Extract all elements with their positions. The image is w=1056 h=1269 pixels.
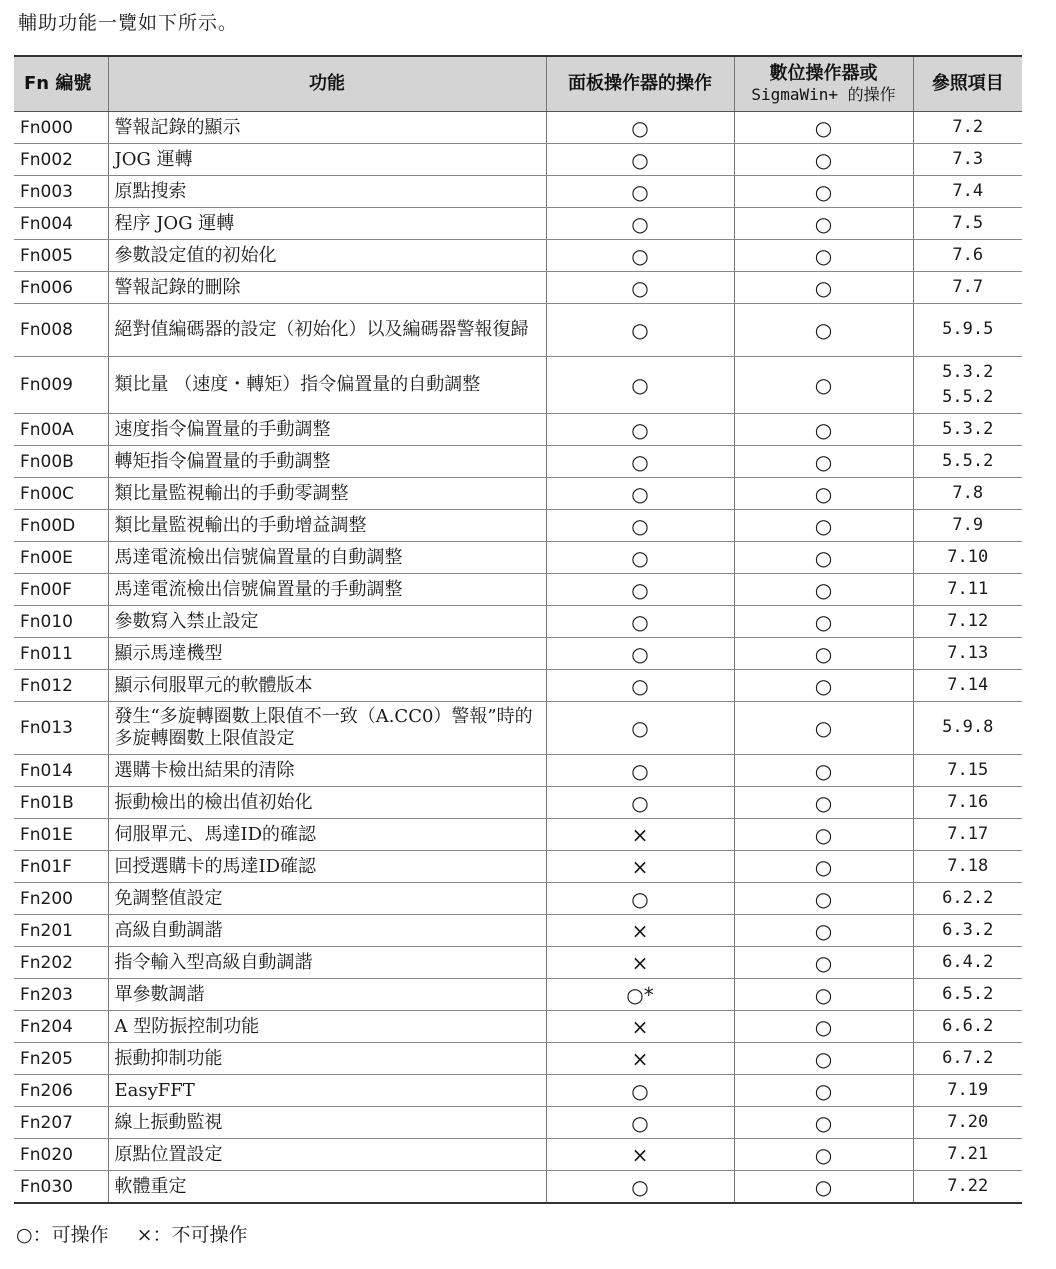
reference-cell (913, 1107, 1022, 1139)
digital-operation-cell: ○ (734, 883, 913, 915)
table-row (14, 1011, 1022, 1043)
legend-not-operable: ×：不可操作 (136, 1224, 248, 1246)
panel-operation-cell: ○ (546, 208, 734, 240)
table-row (14, 979, 1022, 1011)
reference-cell (913, 883, 1022, 915)
reference-cell (913, 819, 1022, 851)
reference-cell (913, 414, 1022, 446)
function-cell: JOG 運轉 (108, 144, 546, 176)
reference-value: 7.18 (947, 855, 989, 876)
digital-operation-cell: ○ (734, 357, 913, 414)
reference-value: 7.6 (952, 244, 984, 265)
panel-operation-cell: ○ (546, 542, 734, 574)
reference-value: 7.8 (952, 482, 984, 503)
legend-operable: ○：可操作 (16, 1224, 109, 1246)
table-row (14, 304, 1022, 357)
reference-value: 7.4 (952, 180, 984, 201)
reference-cell (913, 606, 1022, 638)
fn-number-cell: Fn006 (14, 272, 108, 304)
table-body (14, 112, 1022, 1204)
table-row (14, 1107, 1022, 1139)
header-fn-number: Fn 編號 (14, 56, 108, 112)
reference-value: 7.5 (952, 212, 984, 233)
digital-operation-cell: ○ (734, 979, 913, 1011)
reference-cell (913, 1043, 1022, 1075)
table-row (14, 947, 1022, 979)
panel-operation-cell: ○ (546, 670, 734, 702)
table-row (14, 446, 1022, 478)
panel-operation-cell: ○ (546, 883, 734, 915)
panel-operation-cell: ○* (546, 979, 734, 1011)
digital-operation-cell: ○ (734, 1139, 913, 1171)
reference-value: 6.2.2 (942, 887, 994, 908)
reference-value: 6.7.2 (942, 1047, 994, 1068)
digital-operation-cell: ○ (734, 1011, 913, 1043)
function-cell: 馬達電流檢出信號偏置量的自動調整 (108, 542, 546, 574)
digital-operation-cell: ○ (734, 574, 913, 606)
reference-cell (913, 1171, 1022, 1204)
reference-value: 5.9.5 (942, 319, 994, 340)
fn-number-cell: Fn004 (14, 208, 108, 240)
digital-operation-cell: ○ (734, 414, 913, 446)
fn-number-cell: Fn011 (14, 638, 108, 670)
function-cell: 原點位置設定 (108, 1139, 546, 1171)
panel-operation-cell: ○ (546, 1075, 734, 1107)
panel-operation-cell: ○ (546, 446, 734, 478)
digital-operation-cell: ○ (734, 638, 913, 670)
function-cell: 類比量監視輸出的手動增益調整 (108, 510, 546, 542)
function-cell: 伺服單元、馬達ID的確認 (108, 819, 546, 851)
function-cell: 軟體重定 (108, 1171, 546, 1204)
table-row (14, 574, 1022, 606)
reference-value: 7.3 (952, 148, 984, 169)
fn-number-cell: Fn205 (14, 1043, 108, 1075)
function-cell: 回授選購卡的馬達ID確認 (108, 851, 546, 883)
table-row (14, 1075, 1022, 1107)
reference-value: 7.12 (947, 610, 989, 631)
reference-cell (913, 670, 1022, 702)
panel-operation-cell: ○ (546, 1107, 734, 1139)
reference-value: 6.4.2 (942, 951, 994, 972)
header-digital-operation (734, 56, 913, 112)
reference-cell (913, 787, 1022, 819)
reference-cell (913, 755, 1022, 787)
panel-operation-cell: × (546, 915, 734, 947)
panel-operation-cell: ○ (546, 478, 734, 510)
header-reference: 參照項目 (913, 56, 1022, 112)
digital-operation-cell: ○ (734, 702, 913, 755)
reference-value: 7.19 (947, 1079, 989, 1100)
function-cell: 選購卡檢出結果的清除 (108, 755, 546, 787)
fn-number-cell: Fn020 (14, 1139, 108, 1171)
reference-cell (913, 979, 1022, 1011)
reference-cell (913, 574, 1022, 606)
digital-operation-cell: ○ (734, 1107, 913, 1139)
fn-number-cell: Fn013 (14, 702, 108, 755)
reference-cell (913, 208, 1022, 240)
reference-cell (913, 357, 1022, 414)
table-row (14, 883, 1022, 915)
reference-value: 6.3.2 (942, 919, 994, 940)
table-row (14, 510, 1022, 542)
digital-operation-cell: ○ (734, 819, 913, 851)
fn-number-cell: Fn002 (14, 144, 108, 176)
table-row (14, 787, 1022, 819)
reference-cell (913, 510, 1022, 542)
panel-operation-cell: × (546, 1043, 734, 1075)
digital-operation-cell: ○ (734, 542, 913, 574)
header-digital-line1: 數位操作器或 (769, 62, 878, 84)
function-cell: 振動檢出的檢出值初始化 (108, 787, 546, 819)
digital-operation-cell: ○ (734, 670, 913, 702)
function-cell: 原點搜索 (108, 176, 546, 208)
panel-operation-cell: ○ (546, 1171, 734, 1204)
fn-number-cell: Fn003 (14, 176, 108, 208)
table-row (14, 144, 1022, 176)
digital-operation-cell: ○ (734, 787, 913, 819)
digital-operation-cell: ○ (734, 176, 913, 208)
panel-operation-cell: × (546, 819, 734, 851)
panel-operation-cell: ○ (546, 112, 734, 144)
digital-operation-cell: ○ (734, 510, 913, 542)
digital-operation-cell: ○ (734, 755, 913, 787)
panel-operation-cell: × (546, 851, 734, 883)
reference-cell (913, 478, 1022, 510)
reference-value: 5.3.2 (942, 361, 994, 382)
reference-value: 7.2 (952, 116, 984, 137)
fn-number-cell: Fn010 (14, 606, 108, 638)
panel-operation-cell: ○ (546, 176, 734, 208)
panel-operation-cell: ○ (546, 638, 734, 670)
digital-operation-cell: ○ (734, 851, 913, 883)
fn-number-cell: Fn00D (14, 510, 108, 542)
reference-cell (913, 1075, 1022, 1107)
digital-operation-cell: ○ (734, 112, 913, 144)
reference-value: 5.5.2 (942, 450, 994, 471)
panel-operation-cell: ○ (546, 272, 734, 304)
reference-cell (913, 702, 1022, 755)
digital-operation-cell: ○ (734, 240, 913, 272)
function-cell: 參數設定值的初始化 (108, 240, 546, 272)
fn-number-cell: Fn203 (14, 979, 108, 1011)
function-cell: 警報記錄的刪除 (108, 272, 546, 304)
table-row (14, 542, 1022, 574)
fn-number-cell: Fn202 (14, 947, 108, 979)
reference-value: 7.14 (947, 674, 989, 695)
reference-cell (913, 947, 1022, 979)
reference-value: 7.16 (947, 791, 989, 812)
fn-number-cell: Fn207 (14, 1107, 108, 1139)
table-row (14, 851, 1022, 883)
function-cell: 類比量 （速度・轉矩）指令偏置量的自動調整 (108, 357, 546, 414)
fn-number-cell: Fn206 (14, 1075, 108, 1107)
fn-number-cell: Fn01B (14, 787, 108, 819)
panel-operation-cell: ○ (546, 702, 734, 755)
function-cell: 轉矩指令偏置量的手動調整 (108, 446, 546, 478)
function-cell: 類比量監視輸出的手動零調整 (108, 478, 546, 510)
panel-operation-cell: ○ (546, 144, 734, 176)
reference-value: 5.3.2 (942, 418, 994, 439)
table-row (14, 272, 1022, 304)
legend (16, 1220, 270, 1247)
reference-value: 7.17 (947, 823, 989, 844)
reference-cell (913, 851, 1022, 883)
function-cell: 線上振動監視 (108, 1107, 546, 1139)
reference-value: 6.5.2 (942, 983, 994, 1004)
table-row (14, 606, 1022, 638)
panel-operation-cell: ○ (546, 755, 734, 787)
digital-operation-cell: ○ (734, 1075, 913, 1107)
function-cell: 高級自動調諧 (108, 915, 546, 947)
function-cell: A 型防振控制功能 (108, 1011, 546, 1043)
function-cell: 速度指令偏置量的手動調整 (108, 414, 546, 446)
fn-number-cell: Fn005 (14, 240, 108, 272)
table-row (14, 702, 1022, 755)
panel-operation-cell: × (546, 1139, 734, 1171)
table-row (14, 1043, 1022, 1075)
intro-text: 輔助功能一覽如下所示。 (18, 12, 239, 34)
fn-number-cell: Fn01E (14, 819, 108, 851)
reference-cell (913, 304, 1022, 357)
panel-operation-cell: ○ (546, 414, 734, 446)
digital-operation-cell: ○ (734, 1043, 913, 1075)
reference-value: 6.6.2 (942, 1015, 994, 1036)
fn-number-cell: Fn00B (14, 446, 108, 478)
table-row (14, 670, 1022, 702)
fn-number-cell: Fn00C (14, 478, 108, 510)
reference-cell (913, 915, 1022, 947)
digital-operation-cell: ○ (734, 478, 913, 510)
function-cell: 警報記錄的顯示 (108, 112, 546, 144)
table-header-row (14, 56, 1022, 112)
reference-value: 5.9.8 (942, 717, 994, 738)
reference-cell (913, 240, 1022, 272)
reference-value: 7.9 (952, 514, 984, 535)
fn-number-cell: Fn00F (14, 574, 108, 606)
table-row (14, 112, 1022, 144)
function-cell: 參數寫入禁止設定 (108, 606, 546, 638)
digital-operation-cell: ○ (734, 446, 913, 478)
function-cell: 免調整值設定 (108, 883, 546, 915)
function-cell: 馬達電流檢出信號偏置量的手動調整 (108, 574, 546, 606)
digital-operation-cell: ○ (734, 272, 913, 304)
header-function: 功能 (108, 56, 546, 112)
panel-operation-cell: ○ (546, 304, 734, 357)
reference-cell (913, 112, 1022, 144)
fn-number-cell: Fn030 (14, 1171, 108, 1204)
function-cell: 振動抑制功能 (108, 1043, 546, 1075)
reference-value-secondary: 5.5.2 (942, 387, 994, 407)
panel-operation-cell: ○ (546, 606, 734, 638)
panel-operation-cell: ○ (546, 357, 734, 414)
table-row (14, 478, 1022, 510)
table-row (14, 1171, 1022, 1204)
reference-value: 7.7 (952, 276, 984, 297)
table-row (14, 819, 1022, 851)
panel-operation-cell: ○ (546, 240, 734, 272)
fn-number-cell: Fn012 (14, 670, 108, 702)
fn-number-cell: Fn00E (14, 542, 108, 574)
function-cell: 顯示馬達機型 (108, 638, 546, 670)
header-digital-line2: SigmaWin+ 的操作 (751, 85, 896, 105)
function-cell: EasyFFT (108, 1075, 546, 1107)
reference-cell (913, 176, 1022, 208)
fn-number-cell: Fn009 (14, 357, 108, 414)
fn-number-cell: Fn008 (14, 304, 108, 357)
reference-value: 7.20 (947, 1111, 989, 1132)
header-panel-operation: 面板操作器的操作 (546, 56, 734, 112)
panel-operation-cell: ○ (546, 787, 734, 819)
reference-value: 7.13 (947, 642, 989, 663)
reference-cell (913, 446, 1022, 478)
table-row (14, 1139, 1022, 1171)
digital-operation-cell: ○ (734, 915, 913, 947)
table-row (14, 414, 1022, 446)
digital-operation-cell: ○ (734, 208, 913, 240)
table-row (14, 755, 1022, 787)
function-cell: 絕對值編碼器的設定（初始化）以及編碼器警報復歸 (108, 304, 546, 357)
panel-operation-cell: ○ (546, 574, 734, 606)
reference-cell (913, 638, 1022, 670)
reference-value: 7.15 (947, 759, 989, 780)
panel-operation-cell: ○ (546, 510, 734, 542)
digital-operation-cell: ○ (734, 144, 913, 176)
fn-number-cell: Fn01F (14, 851, 108, 883)
panel-operation-cell: × (546, 947, 734, 979)
reference-cell (913, 272, 1022, 304)
function-cell: 程序 JOG 運轉 (108, 208, 546, 240)
reference-value: 7.11 (947, 578, 989, 599)
digital-operation-cell: ○ (734, 606, 913, 638)
table-row (14, 357, 1022, 414)
reference-cell (913, 542, 1022, 574)
reference-cell (913, 1139, 1022, 1171)
table-row (14, 208, 1022, 240)
table-row (14, 176, 1022, 208)
fn-number-cell: Fn00A (14, 414, 108, 446)
function-cell: 指令輸入型高級自動調諧 (108, 947, 546, 979)
table-row (14, 638, 1022, 670)
fn-number-cell: Fn014 (14, 755, 108, 787)
reference-value: 7.22 (947, 1175, 989, 1196)
aux-function-table (14, 55, 1022, 1204)
fn-number-cell: Fn201 (14, 915, 108, 947)
panel-operation-cell: × (546, 1011, 734, 1043)
function-cell: 發生“多旋轉圈數上限值不一致（A.CC0）警報”時的多旋轉圈數上限值設定 (108, 702, 546, 755)
function-cell: 單參數調諧 (108, 979, 546, 1011)
function-cell: 顯示伺服單元的軟體版本 (108, 670, 546, 702)
table-row (14, 240, 1022, 272)
fn-number-cell: Fn000 (14, 112, 108, 144)
fn-number-cell: Fn200 (14, 883, 108, 915)
reference-cell (913, 144, 1022, 176)
reference-cell (913, 1011, 1022, 1043)
fn-number-cell: Fn204 (14, 1011, 108, 1043)
digital-operation-cell: ○ (734, 1171, 913, 1204)
digital-operation-cell: ○ (734, 304, 913, 357)
reference-value: 7.10 (947, 546, 989, 567)
reference-value: 7.21 (947, 1143, 989, 1164)
table-row (14, 915, 1022, 947)
digital-operation-cell: ○ (734, 947, 913, 979)
